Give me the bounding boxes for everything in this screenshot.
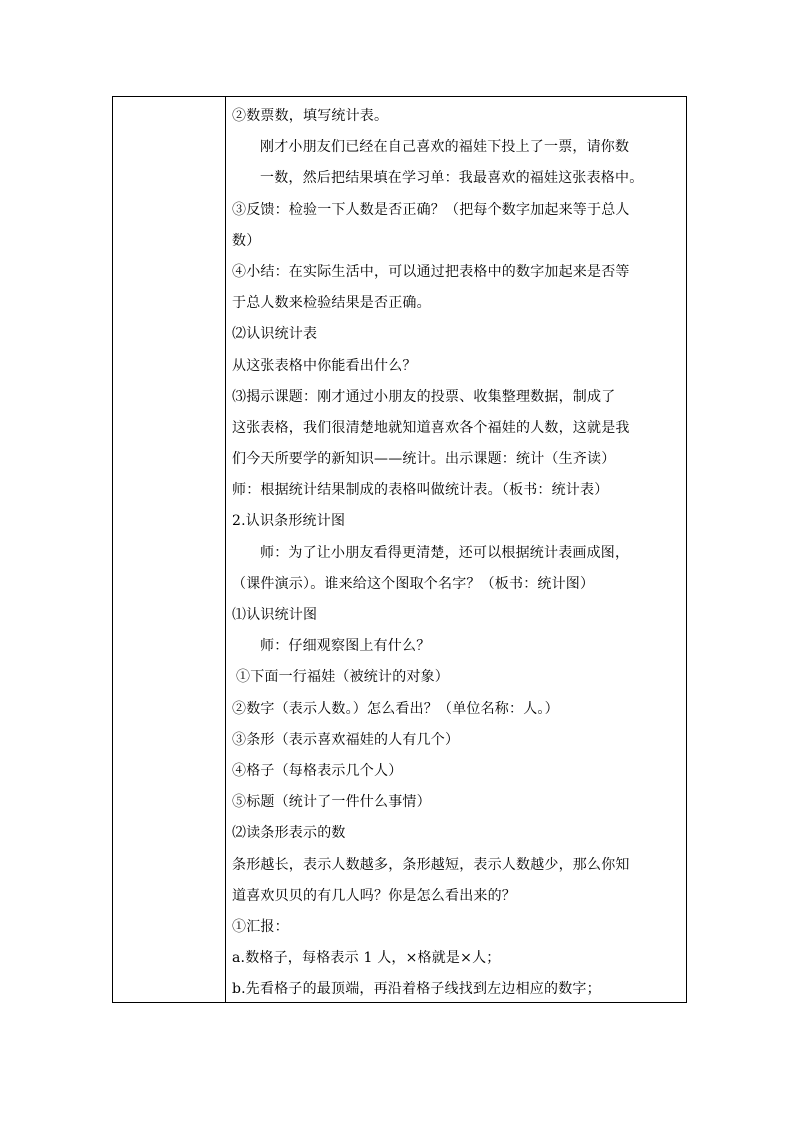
- text-line: 于总人数来检验结果是否正确。: [232, 295, 431, 312]
- text-line: ③条形（表示喜欢福娃的人有几个）: [232, 731, 460, 748]
- text-line: ②数票数，填写统计表。: [232, 108, 389, 124]
- table-content-column: [226, 97, 686, 1002]
- text-line: ⑤标题（统计了一件什么事情）: [232, 794, 431, 811]
- text-line: 这张表格，我们很清楚地就知道喜欢各个福娃的人数，这就是我: [232, 419, 630, 436]
- text-line: 道喜欢贝贝的有几人吗？你是怎么看出来的？: [232, 887, 516, 904]
- text-line: ④小结：在实际生活中，可以通过把表格中的数字加起来是否等: [232, 263, 630, 280]
- text-line: a.数格子，每格表示 1 人，×格就是×人；: [232, 950, 501, 967]
- text-line: ①汇报：: [232, 918, 289, 935]
- text-line: （课件演示）。谁来给这个图取个名字？（板书：统计图）: [232, 575, 595, 592]
- text-line: ⑴认识统计图: [232, 607, 318, 623]
- text-line: ⑶揭示课题：刚才通过小朋友的投票、收集整理数据，制成了: [232, 388, 616, 405]
- text-line: 师：根据统计结果制成的表格叫做统计表。（板书：统计表）: [232, 482, 609, 499]
- text-line: ②数字（表示人数。）怎么看出？（单位名称：人。）: [232, 700, 559, 717]
- text-line: ④格子（每格表示几个人）: [232, 762, 403, 779]
- text-line: ①下面一行福娃（被统计的对象）: [236, 669, 449, 686]
- text-line: 2.认识条形统计图: [232, 513, 346, 530]
- lesson-table: [112, 96, 687, 1003]
- text-line: 一数，然后把结果填在学习单：我最喜欢的福娃这张表格中。: [260, 170, 644, 187]
- text-line: 数）: [232, 232, 261, 249]
- text-line: ⑵认识统计表: [232, 326, 318, 343]
- text-line: 师：为了让小朋友看得更清楚，还可以根据统计表画成图，: [260, 544, 630, 561]
- text-line: 们今天所要学的新知识——统计。出示课题：统计（生齐读）: [232, 451, 616, 468]
- text-line: ⑵读条形表示的数: [232, 825, 346, 842]
- text-line: b.先看格子的最顶端，再沿着格子线找到左边相应的数字；: [232, 981, 601, 998]
- table-left-column: [113, 97, 226, 1002]
- text-line: 刚才小朋友们已经在自己喜欢的福娃下投上了一票，请你数: [260, 139, 630, 156]
- text-line: 从这张表格中你能看出什么？: [232, 357, 417, 374]
- text-line: 师：仔细观察图上有什么？: [260, 638, 431, 655]
- text-line: ③反馈：检验一下人数是否正确？（把每个数字加起来等于总人: [232, 201, 630, 218]
- text-line: 条形越长，表示人数越多，条形越短，表示人数越少，那么你知: [232, 856, 630, 873]
